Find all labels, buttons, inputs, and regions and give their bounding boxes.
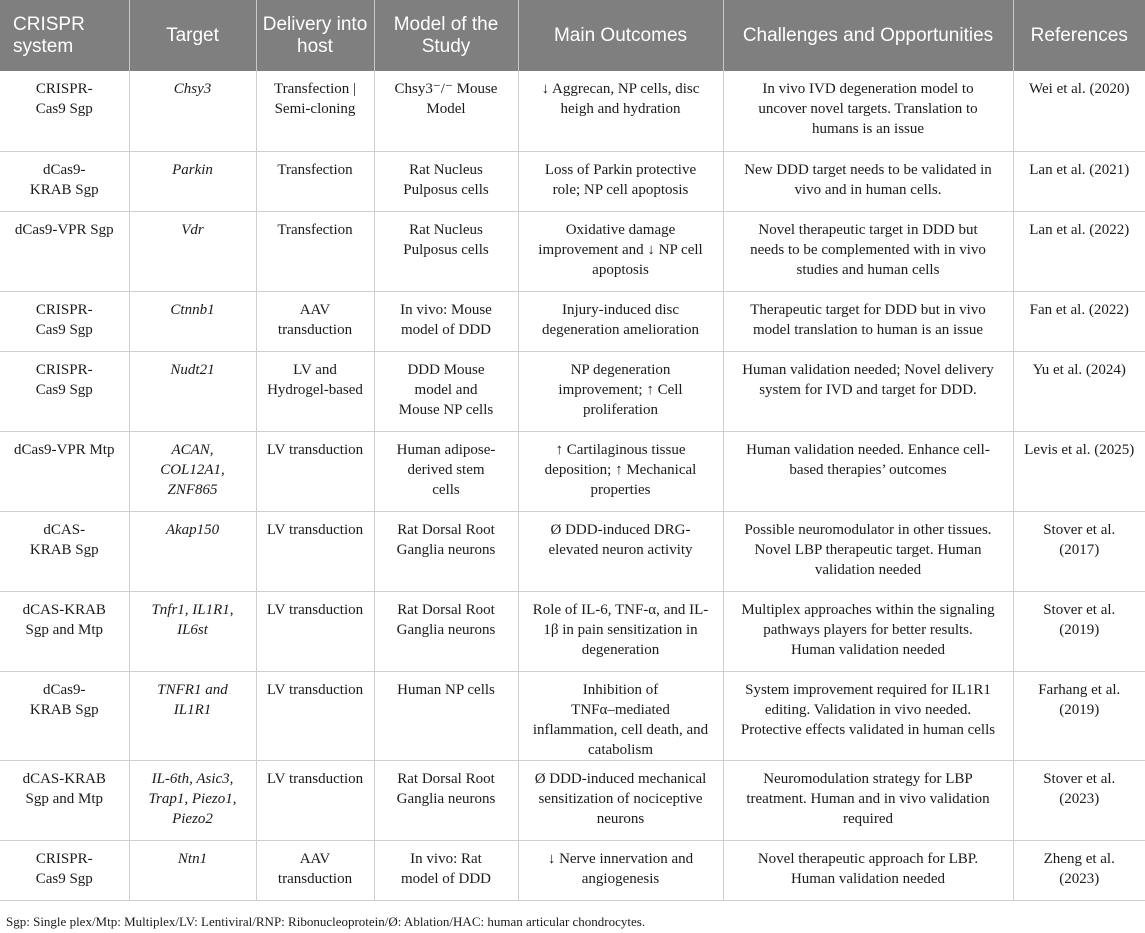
cell-line: Transfection | [273,81,357,97]
cell-model [374,291,518,351]
cell-line: COL12A1, [160,461,225,478]
header-target: Target [129,0,256,71]
cell-outcomes [518,840,723,900]
cell-model [374,211,518,291]
cell-challenges [723,211,1013,291]
cell-line: system for IVD and target for DDD. [759,381,977,398]
cell-outcomes [518,351,723,431]
table-footnote: Sgp: Single plex/Mtp: Multiplex/LV: Lentiviral/RNP: Ribonucleoprotein/Ø: Ablation/HAC: human articular chondrocytes. [6,914,646,929]
cell-reference [1013,591,1145,671]
table-row [0,671,1145,760]
cell-target [129,431,256,511]
cell-line: (2019) [1059,621,1100,638]
cell-outcomes [518,431,723,511]
cell-line: Multiplex approaches within the signaling [741,601,995,618]
cell-model [374,431,518,511]
cell-line: required [843,810,893,827]
cell-line: ↑ Cartilaginous tissue [555,441,686,458]
cell-delivery [256,151,374,211]
cell-line: (2023) [1059,870,1100,887]
cell-line: Rat Dorsal Root [397,601,495,618]
cell-line: Chsy3 [173,81,212,97]
cell-line: Ganglia neurons [396,541,496,558]
cell-outcomes [518,151,723,211]
cell-line: KRAB Sgp [29,541,99,558]
cell-target [129,351,256,431]
cell-target [129,291,256,351]
cell-line: Cas9 Sgp [35,381,93,398]
cell-line: LV transduction [266,521,364,538]
cell-line: validation needed [814,561,922,578]
cell-system [0,351,129,431]
cell-line: catabolism [588,741,653,758]
cell-line: Cas9 Sgp [35,321,93,338]
cell-line: derived stem [407,461,485,478]
table-row [0,291,1145,351]
cell-line: needs to be complemented with in vivo [750,241,986,258]
cell-model [374,840,518,900]
cell-line: (2017) [1059,541,1100,558]
cell-line: TNFα–mediated [571,701,670,718]
cell-line: (2019) [1059,701,1100,718]
cell-outcomes [518,291,723,351]
cell-reference [1013,291,1145,351]
cell-outcomes [518,511,723,591]
cell-target [129,591,256,671]
cell-line: Nudt21 [170,361,215,378]
header-delivery: Delivery into host [256,0,374,71]
cell-reference [1013,71,1145,151]
cell-line: Rat Dorsal Root [397,521,495,538]
cell-challenges [723,591,1013,671]
cell-line: model of DDD [401,870,491,887]
cell-line: vivo and in human cells. [794,181,942,198]
cell-line: Vdr [181,221,204,238]
cell-line: Human validation needed [790,870,946,887]
cell-line: Rat Nucleus [409,221,483,238]
cell-model [374,351,518,431]
cell-line: Oxidative damage [565,221,676,238]
cell-delivery [256,211,374,291]
cell-line: ↓ Nerve innervation and [547,850,694,867]
cell-target [129,511,256,591]
cell-line: sensitization of nociceptive [538,790,703,807]
cell-line: properties [590,481,651,498]
cell-line: LV transduction [266,681,364,698]
cell-system [0,291,129,351]
cell-line: Injury-induced disc [561,301,680,318]
cell-line: heigh and hydration [560,101,681,117]
cell-reference [1013,431,1145,511]
table-row [0,71,1145,151]
cell-model [374,511,518,591]
cell-outcomes [518,591,723,671]
cell-system [0,511,129,591]
cell-line: Cas9 Sgp [35,870,93,887]
cell-line: Ø DDD-induced mechanical [534,770,707,787]
table-row [0,760,1145,840]
cell-line: IL-6th, Asic3, [151,770,234,787]
cell-delivery [256,71,374,151]
cell-line: Pulposus cells [403,241,489,258]
cell-line: Transfection [277,221,353,238]
cell-delivery [256,671,374,760]
cell-challenges [723,760,1013,840]
cell-reference [1013,511,1145,591]
cell-line: Semi-cloning [274,101,356,117]
cell-line: Human validation needed. Enhance cell- [746,441,990,458]
table-row [0,211,1145,291]
cell-line: degeneration [581,641,660,658]
cell-line: Chsy3⁻/⁻ Mouse [394,81,498,97]
cell-system [0,211,129,291]
cell-line: Ganglia neurons [396,790,496,807]
cell-reference [1013,151,1145,211]
cell-reference [1013,671,1145,760]
cell-system [0,151,129,211]
cell-reference [1013,840,1145,900]
cell-line: dCAS-KRAB [22,601,106,618]
cell-line: Zheng et al. [1043,850,1115,867]
cell-line: DDD Mouse [407,361,485,378]
cell-line: model and [414,381,478,398]
cell-line: Model [426,101,466,117]
cell-line: humans is an issue [811,121,925,137]
cell-line: AAV [299,301,331,318]
cell-line: treatment. Human and in vivo validation [746,790,990,807]
cell-line: LV transduction [266,770,364,787]
cell-line: Transfection [277,161,353,178]
cell-delivery [256,760,374,840]
cell-target [129,211,256,291]
header-model: Model of the Study [374,0,518,71]
cell-line: Human NP cells [397,681,495,698]
cell-challenges [723,431,1013,511]
cell-line: Neuromodulation strategy for LBP [763,770,973,787]
cell-line: dCAS- [43,521,86,538]
cell-line: Farhang et al. [1038,681,1121,698]
table-row [0,431,1145,511]
cell-target [129,151,256,211]
cell-target [129,671,256,760]
cell-challenges [723,840,1013,900]
cell-challenges [723,511,1013,591]
cell-line: model translation to human is an issue [753,321,983,338]
cell-line: In vivo: Rat [410,850,482,867]
cell-line: Trap1, Piezo1, [148,790,237,807]
cell-line: Novel LBP therapeutic target. Human [754,541,982,558]
cell-line: 1β in pain sensitization in [543,621,698,638]
cell-reference [1013,760,1145,840]
cell-line: Pulposus cells [403,181,489,198]
cell-line: IL1R1 [173,701,212,718]
cell-line: System improvement required for IL1R1 [745,681,991,698]
cell-line: Tnfr1, IL1R1, [151,601,234,618]
cell-line: KRAB Sgp [29,701,99,718]
cell-model [374,71,518,151]
cell-delivery [256,291,374,351]
cell-line: studies and human cells [796,261,940,278]
cell-system [0,840,129,900]
cell-line: Mouse NP cells [398,401,494,418]
cell-line: In vivo: Mouse [400,301,492,318]
cell-delivery [256,511,374,591]
cell-outcomes [518,760,723,840]
cell-line: LV transduction [266,601,364,618]
cell-line: NP degeneration [570,361,671,378]
cell-line: Novel therapeutic approach for LBP. [757,850,979,867]
cell-line: (2023) [1059,790,1100,807]
cell-target [129,71,256,151]
cell-line: Rat Dorsal Root [397,770,495,787]
cell-line: Protective effects validated in human cells [740,721,996,738]
header-crispr-system: CRISPR system [0,0,129,71]
header-references: References [1013,0,1145,71]
cell-line: editing. Validation in vivo needed. [764,701,972,718]
cell-system [0,760,129,840]
table-row [0,351,1145,431]
cell-line: Yu et al. (2024) [1032,361,1126,378]
cell-model [374,671,518,760]
cell-challenges [723,151,1013,211]
cell-model [374,151,518,211]
cell-line: Rat Nucleus [409,161,483,178]
cell-line: Ganglia neurons [396,621,496,638]
cell-line: Human validation needed [790,641,946,658]
cell-line: Sgp and Mtp [25,790,103,807]
cell-line: dCas9-VPR Mtp [14,441,115,458]
cell-line: model of DDD [401,321,491,338]
header-outcomes: Main Outcomes [518,0,723,71]
cell-line: CRISPR- [35,81,93,97]
cell-line: New DDD target needs to be validated in [744,161,992,178]
cell-line: inflammation, cell death, and [532,721,709,738]
cell-system [0,431,129,511]
cell-line: proliferation [583,401,658,418]
cell-reference [1013,211,1145,291]
cell-line: Wei et al. (2020) [1029,81,1130,97]
cell-line: LV transduction [266,441,364,458]
cell-line: dCas9- [43,681,86,698]
cell-line: transduction [277,870,353,887]
cell-line: ACAN, [171,441,214,458]
cell-outcomes [518,671,723,760]
cell-line: pathways players for better results. [763,621,973,638]
cell-line: Loss of Parkin protective [544,161,697,178]
table-row [0,151,1145,211]
cell-line: Ø DDD-induced DRG- [550,521,691,538]
cell-line: IL6st [177,621,208,638]
table-body [0,71,1145,900]
cell-line: Human adipose- [396,441,496,458]
cell-line: Parkin [172,161,213,178]
header-challenges: Challenges and Opportunities [723,0,1013,71]
cell-line: Human validation needed; Novel delivery [742,361,994,378]
cell-line: CRISPR- [35,301,93,318]
cell-line: Ctnnb1 [170,301,215,318]
cell-system [0,671,129,760]
cell-line: Ntn1 [177,850,208,867]
cell-target [129,840,256,900]
cell-delivery [256,840,374,900]
cell-line: CRISPR- [35,361,93,378]
table-row [0,511,1145,591]
table-row [0,591,1145,671]
cell-target [129,760,256,840]
cell-outcomes [518,211,723,291]
cell-line: In vivo IVD degeneration model to [762,81,974,97]
cell-line: Inhibition of [582,681,659,698]
cell-system [0,71,129,151]
cell-line: AAV [299,850,331,867]
cell-line: Cas9 Sgp [35,101,93,117]
cell-line: role; NP cell apoptosis [552,181,689,198]
header-row [0,0,1145,71]
cell-line: Possible neuromodulator in other tissues. [744,521,992,538]
cell-line: cells [432,481,460,498]
cell-line: Stover et al. [1043,601,1116,618]
cell-line: improvement and ↓ NP cell [538,241,703,258]
cell-line: based therapies’ outcomes [789,461,947,478]
cell-line: Hydrogel-based [267,381,363,398]
cell-line: improvement; ↑ Cell [558,381,683,398]
cell-delivery [256,431,374,511]
cell-line: Stover et al. [1043,770,1116,787]
table-row [0,840,1145,900]
cell-model [374,760,518,840]
cell-line: dCas9-VPR Sgp [14,221,114,238]
cell-challenges [723,351,1013,431]
cell-line: degeneration amelioration [541,321,700,338]
cell-line: transduction [277,321,353,338]
cell-line: Piezo2 [172,810,213,827]
table-header [0,0,1145,71]
cell-line: angiogenesis [581,870,660,887]
cell-delivery [256,351,374,431]
cell-system [0,591,129,671]
cell-reference [1013,351,1145,431]
cell-line: TNFR1 and [157,681,228,698]
cell-line: KRAB Sgp [29,181,99,198]
cell-outcomes [518,71,723,151]
cell-challenges [723,71,1013,151]
cell-line: Levis et al. (2025) [1024,441,1135,458]
cell-model [374,591,518,671]
cell-line: dCAS-KRAB [22,770,106,787]
cell-line: Novel therapeutic target in DDD but [758,221,978,238]
cell-line: CRISPR- [35,850,93,867]
cell-line: elevated neuron activity [548,541,693,558]
cell-line: ↓ Aggrecan, NP cells, disc [541,81,700,97]
cell-challenges [723,291,1013,351]
cell-line: dCas9- [43,161,86,178]
cell-line: deposition; ↑ Mechanical [544,461,697,478]
cell-line: neurons [596,810,645,827]
cell-line: Sgp and Mtp [25,621,103,638]
cell-line: LV and [293,361,337,378]
cell-line: Therapeutic target for DDD but in vivo [750,301,986,318]
cell-line: Fan et al. (2022) [1029,301,1129,318]
cell-challenges [723,671,1013,760]
cell-line: Akap150 [165,521,220,538]
cell-line: apoptosis [592,261,649,278]
cell-line: Stover et al. [1043,521,1116,538]
cell-delivery [256,591,374,671]
cell-line: ZNF865 [167,481,218,498]
cell-line: Role of IL-6, TNF-α, and IL- [532,601,709,618]
cell-line: Lan et al. (2022) [1029,221,1130,238]
cell-line: Lan et al. (2021) [1029,161,1130,178]
cell-line: uncover novel targets. Translation to [758,101,978,117]
